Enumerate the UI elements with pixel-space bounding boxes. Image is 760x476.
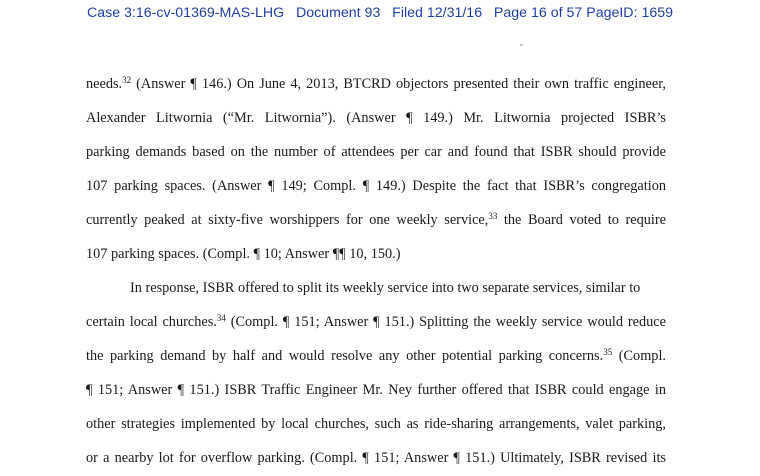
text-line xyxy=(86,176,666,196)
text-line xyxy=(86,414,666,434)
text-line xyxy=(130,278,640,298)
text-run: Alexander Litwornia (“Mr. Litwornia”). (Answer ¶ 149.) Mr. Litwornia projected ISBR’s xyxy=(86,110,666,126)
text-line xyxy=(86,74,666,94)
footnote-ref: 33 xyxy=(488,211,498,221)
text-line xyxy=(86,448,666,468)
case-number: Case 3:16-cv-01369-MAS-LHG xyxy=(86,5,285,21)
text-line xyxy=(86,142,666,162)
text-run: other strategies implemented by local churches, such as ride-sharing arrangements, valet parking, xyxy=(86,416,666,432)
text-line xyxy=(86,380,666,400)
text-run: (Answer ¶ 146.) On June 4, 2013, BTCRD objectors presented their own traffic engineer, xyxy=(131,76,666,92)
scan-mark xyxy=(520,44,523,46)
document-header xyxy=(0,5,760,21)
text-run: ¶ 151; Answer ¶ 151.) ISBR Traffic Engineer Mr. Ney further offered that ISBR could engage in xyxy=(86,382,666,398)
page-count: Page 16 of 57 xyxy=(493,5,583,21)
text-run: (Compl. ¶ 151; Answer ¶ 151.) Splitting the weekly service would reduce xyxy=(225,314,666,330)
text-run: currently peaked at sixty-five worshippers for one weekly service, xyxy=(86,212,489,228)
text-run: certain local churches. xyxy=(86,314,217,330)
text-run: 107 parking spaces. (Compl. ¶ 10; Answer ¶¶ 10, 150.) xyxy=(86,246,401,262)
footnote-ref: 34 xyxy=(216,313,226,323)
text-line xyxy=(86,210,666,230)
text-line xyxy=(86,108,666,128)
filed-date: Filed 12/31/16 xyxy=(392,5,483,21)
text-run: (Compl. xyxy=(612,348,667,364)
footnote-ref: 32 xyxy=(122,75,132,85)
text-line xyxy=(86,346,666,366)
document-number: Document 93 xyxy=(295,5,381,21)
footnote-ref: 35 xyxy=(603,347,613,357)
text-line xyxy=(86,244,400,264)
text-run: the parking demand by half and would resolve any other potential parking concerns. xyxy=(86,348,604,364)
text-run: In response, ISBR offered to split its weekly service into two separate services, similar to xyxy=(130,280,641,296)
text-run: needs. xyxy=(86,76,123,92)
page-id: PageID: 1659 xyxy=(586,5,674,21)
text-run: 107 parking spaces. (Answer ¶ 149; Compl. ¶ 149.) Despite the fact that ISBR’s congregation xyxy=(86,178,666,194)
text-run: parking demands based on the number of attendees per car and found that ISBR should provide xyxy=(86,144,666,160)
text-run: the Board voted to require xyxy=(497,212,666,228)
text-run: or a nearby lot for overflow parking. (Compl. ¶ 151; Answer ¶ 151.) Ultimately, ISBR revised its xyxy=(86,450,666,466)
text-line xyxy=(86,312,666,332)
